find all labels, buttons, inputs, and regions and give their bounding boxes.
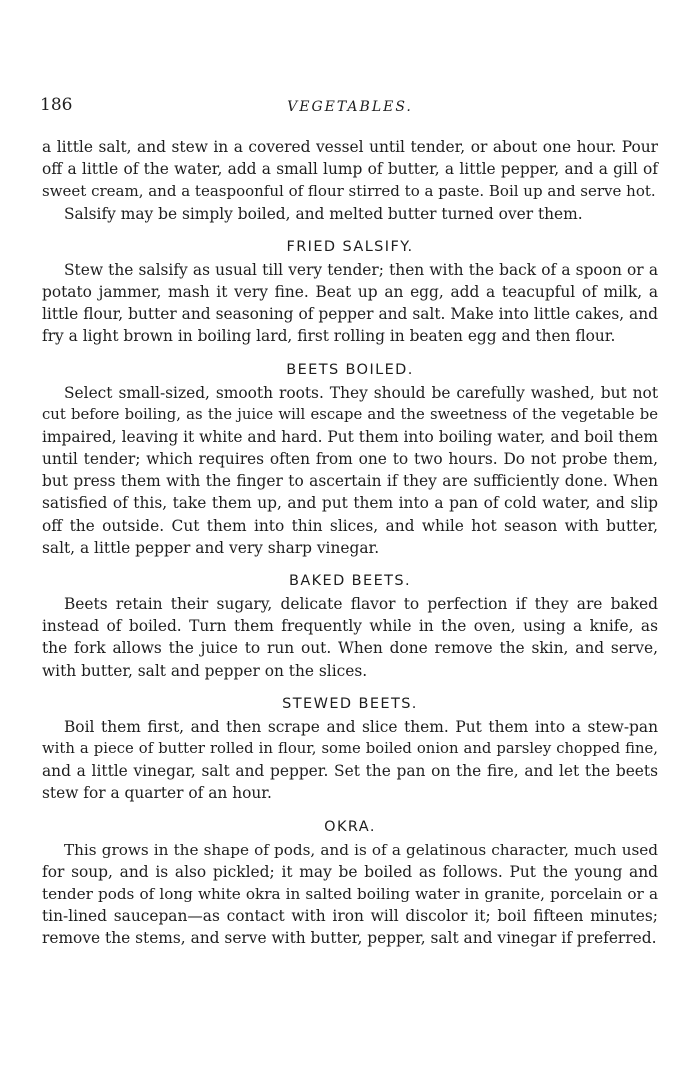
text-line: the fork allows the juice to run out. When done remove the skin, and serve, <box>42 639 658 658</box>
intro-paragraphs <box>42 136 658 225</box>
section-fried-salsify <box>42 236 658 348</box>
section-heading: FRIED SALSIFY. <box>286 238 414 255</box>
text-line: salt, a little pepper and very sharp vinegar. <box>42 538 380 557</box>
section-beets-boiled <box>42 359 658 560</box>
text-line: tender pods of long white okra in salted boiling water in granite, porcelain or a <box>42 884 658 903</box>
section-stewed-beets <box>42 693 658 805</box>
text-line: satisfied of this, take them up, and put them into a pan of cold water, and slip <box>42 494 658 513</box>
intro-line: off a little of the water, add a small lump of butter, a little pepper, and a gill of <box>42 160 658 179</box>
text-line: remove the stems, and serve with butter, pepper, salt and vinegar if preferred. <box>42 929 657 948</box>
text-line: Beets retain their sugary, delicate flavor to perfection if they are baked <box>64 595 658 613</box>
intro-line: Salsify may be simply boiled, and melted butter turned over them. <box>64 204 583 223</box>
page-number: 186 <box>40 95 73 115</box>
section-okra <box>42 816 658 950</box>
section-heading: OKRA. <box>324 818 376 835</box>
page-header <box>40 95 660 119</box>
text-line: Stew the salsify as usual till very tender; then with the back of a spoon or a <box>64 260 658 279</box>
text-line: cut before boiling, as the juice will escape and the sweetness of the vegetable be <box>42 405 658 423</box>
intro-line: a little salt, and stew in a covered vessel until tender, or about one hour. Pour <box>42 138 658 156</box>
text-line: off the outside. Cut them into thin slices, and while hot season with butter, <box>42 516 658 535</box>
section-baked-beets <box>42 570 658 682</box>
text-line: with butter, salt and pepper on the slices. <box>42 661 368 680</box>
text-line: but press them with the finger to ascertain if they are sufficiently done. When <box>42 472 658 491</box>
section-heading: STEWED BEETS. <box>282 695 418 712</box>
text-line: and a little vinegar, salt and pepper. Set the pan on the fire, and let the beets <box>42 762 658 781</box>
text-line: with a piece of butter rolled in flour, some boiled onion and parsley chopped fine, <box>42 739 658 757</box>
text-line: until tender; which requires often from one to two hours. Do not probe them, <box>42 450 658 469</box>
text-line: stew for a quarter of an hour. <box>42 784 272 803</box>
text-line: This grows in the shape of pods, and is of a gelatinous character, much used <box>64 840 658 859</box>
section-heading: BEETS BOILED. <box>286 361 414 378</box>
text-line: tin-lined saucepan—as contact with iron will discolor it; boil fifteen minutes; <box>42 907 658 926</box>
text-line: potato jammer, mash it very fine. Beat up an egg, add a teacupful of milk, a <box>42 282 658 301</box>
text-line: Select small-sized, smooth roots. They should be carefully washed, but not <box>64 383 658 402</box>
text-line: little flour, butter and seasoning of pepper and salt. Make into little cakes, and <box>42 305 658 324</box>
text-line: Boil them first, and then scrape and slice them. Put them into a stew-pan <box>64 717 658 736</box>
text-line: impaired, leaving it white and hard. Put them into boiling water, and boil them <box>42 427 658 446</box>
intro-line: sweet cream, and a teaspoonful of flour stirred to a paste. Boil up and serve hot. <box>42 182 656 201</box>
running-head: VEGETABLES. <box>287 99 413 115</box>
section-heading: BAKED BEETS. <box>288 573 412 589</box>
text-line: for soup, and is also pickled; it may be boiled as follows. Put the young and <box>42 862 658 881</box>
text-line: fry a light brown in boiling lard, first rolling in beaten egg and then flour. <box>42 327 616 346</box>
text-line: instead of boiled. Turn them frequently while in the oven, using a knife, as <box>42 617 658 636</box>
page-content <box>42 136 658 949</box>
